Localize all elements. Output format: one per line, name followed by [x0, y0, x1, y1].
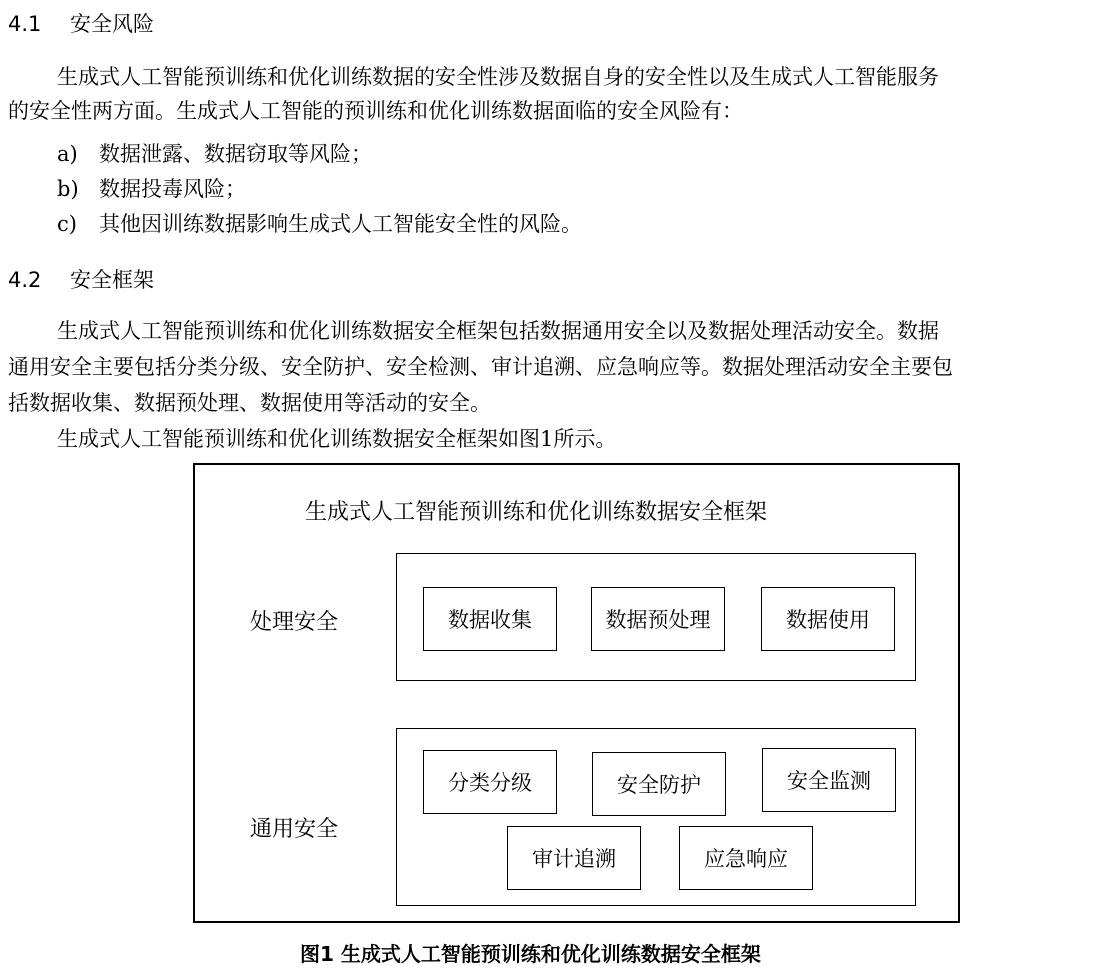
data-collection-box: 数据收集	[423, 587, 557, 651]
list-item	[57, 173, 246, 203]
emergency-response-box: 应急响应	[679, 826, 813, 890]
data-usage-box: 数据使用	[761, 587, 895, 651]
figure-caption: 图1 生成式人工智能预训练和优化训练数据安全框架	[300, 942, 761, 966]
list-text: 数据投毒风险；	[99, 177, 246, 201]
section-number: 4.2	[8, 268, 42, 292]
section-number: 4.1	[8, 12, 42, 36]
general-security-label: 通用安全	[250, 817, 339, 842]
paragraph-line: 通用安全主要包括分类分级、安全防护、安全检测、审计追溯、应急响应等。数据处理活动安全主要包	[8, 355, 953, 379]
section-heading-4-1	[8, 8, 154, 38]
paragraph-line: 生成式人工智能预训练和优化训练数据安全框架包括数据通用安全以及数据处理活动安全。数据	[57, 319, 939, 343]
security-monitoring-box: 安全监测	[762, 748, 896, 812]
list-item	[57, 208, 582, 238]
list-text: 数据泄露、数据窃取等风险；	[99, 142, 372, 166]
paragraph-line: 生成式人工智能预训练和优化训练数据的安全性涉及数据自身的安全性以及生成式人工智能服务	[57, 65, 939, 89]
security-protection-box: 安全防护	[592, 752, 726, 816]
paragraph-line: 的安全性两方面。生成式人工智能的预训练和优化训练数据面临的安全风险有：	[8, 99, 743, 123]
list-marker: b)	[57, 177, 79, 201]
processing-security-box	[396, 553, 916, 681]
figure-reference: 生成式人工智能预训练和优化训练数据安全框架如图1所示。	[57, 427, 617, 451]
framework-figure	[193, 463, 960, 923]
classification-grading-box: 分类分级	[423, 750, 557, 814]
data-preprocessing-box: 数据预处理	[591, 587, 725, 651]
paragraph-line: 括数据收集、数据预处理、数据使用等活动的安全。	[8, 391, 491, 415]
list-item	[57, 138, 372, 168]
audit-trace-box: 审计追溯	[507, 826, 641, 890]
general-security-box	[396, 728, 916, 906]
list-text: 其他因训练数据影响生成式人工智能安全性的风险。	[99, 212, 582, 236]
list-marker: a)	[57, 142, 78, 166]
section-title: 安全框架	[70, 268, 154, 292]
processing-security-label: 处理安全	[250, 610, 339, 635]
section-title: 安全风险	[70, 12, 154, 36]
section-heading-4-2	[8, 264, 154, 294]
figure-title: 生成式人工智能预训练和优化训练数据安全框架	[305, 500, 768, 525]
list-marker: c)	[57, 212, 77, 236]
